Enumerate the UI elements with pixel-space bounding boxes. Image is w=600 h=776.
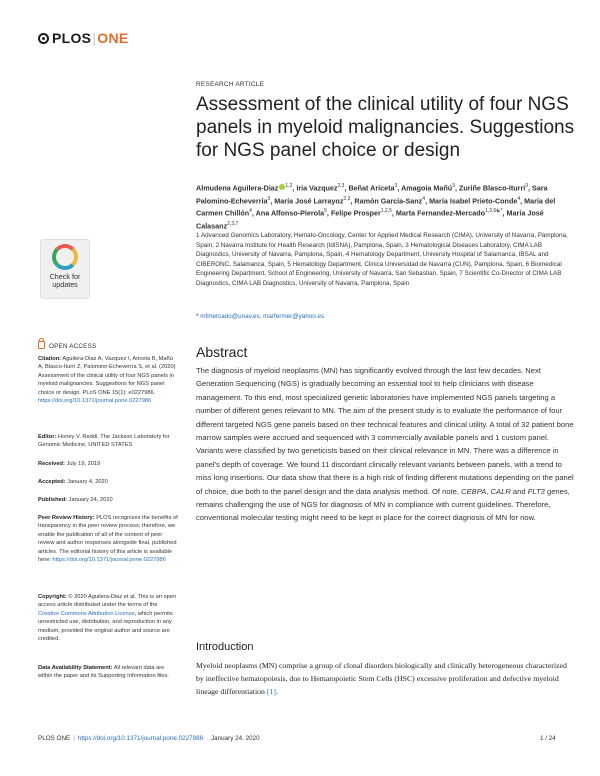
data-availability-label: Data Availability Statement:: [38, 665, 113, 671]
author-affiliation-marker: 4: [422, 195, 426, 202]
author-name: Ramón García-Sanz: [354, 195, 423, 205]
author-affiliation-marker: 1,3,6☯*: [484, 208, 503, 215]
open-access-label: [38, 341, 96, 350]
plos-one-logo: [38, 30, 129, 46]
copyright-text-1: © 2020 Aguilera-Diaz et al. This is an open access article distributed under the terms of the: [38, 594, 177, 609]
published-label: Published:: [38, 497, 68, 503]
peer-review-text: PLOS recognizes the benefits of transparency in the peer review process; therefore, we enable the publication of all of the content of peer review and author responses alongside final, published articles. The editorial history of this article is available here:: [38, 515, 178, 564]
gene-flt3: FLT3: [527, 486, 545, 496]
citation-block: [38, 355, 178, 405]
footer-separator: [206, 735, 208, 742]
correspondence: [196, 313, 576, 320]
gene-cebpa: CEBPA: [461, 486, 487, 496]
author-affiliation-marker: 4: [249, 208, 252, 215]
editor-label: Editor:: [38, 434, 57, 440]
introduction-paragraph: Myeloid neoplasms (MN) comprise a group of clonal disorders biologically and clinically heterogeneous characterized by ineffective hematopoiesis, due to Hematopoietic Stem Cells (HSC) excessive proliferation and defective myeloid lineage differentiation: [196, 661, 567, 696]
page-number: 1 / 24: [540, 735, 556, 742]
author-affiliation-marker: 1,2,5: [380, 208, 392, 215]
abstract-heading: Abstract: [196, 344, 248, 360]
abstract-text-part-2: genes, remains challenging the use of NGS for diagnosis of MN in compliance with current guidelines. Therefore, conventional molecular testing might need to be kept in place for the correct diagnosis of MN for now.: [196, 486, 570, 523]
author-name: Ana Alfonso-Pierola: [255, 208, 325, 218]
data-availability-block: [38, 664, 178, 681]
abstract-separator-2: and: [510, 486, 528, 496]
check-updates-label: [41, 273, 89, 289]
footer-journal: PLOS ONE: [38, 735, 71, 742]
logo-divider: |: [92, 30, 97, 46]
author-name: Sara Palomino-Echeverría: [196, 183, 548, 205]
citation-label: Citation:: [38, 356, 62, 362]
author-name: María José Larrayoz: [274, 195, 344, 205]
author-affiliation-marker: 1,2: [285, 183, 293, 189]
check-updates-line-2: updates: [52, 280, 78, 289]
check-updates-line-1: Check for: [49, 272, 81, 281]
license-link[interactable]: Creative Commons Attribution License: [38, 610, 135, 617]
check-for-updates-badge[interactable]: [40, 239, 90, 299]
author-affiliation-marker: 5: [324, 208, 327, 215]
logo-one-text: ONE: [97, 30, 129, 46]
author-name: Iria Vazquez: [296, 183, 338, 193]
received-block: [38, 460, 178, 468]
page-footer: [38, 735, 260, 742]
author-affiliation-marker: 3: [267, 195, 271, 202]
correspondence-marker: *: [196, 313, 201, 320]
footer-date: January 24, 2020: [210, 735, 260, 742]
author-name: Marta Fernandez-Mercado: [395, 208, 485, 218]
author-name: María del Carmen Chillón: [196, 195, 556, 218]
accepted-block: [38, 478, 178, 486]
published-date: January 24, 2020: [68, 497, 113, 503]
author-list: Almudena Aguilera-Diaz $^{1,2}$, Iria Vazquez$^{2,3}$, Beñat Ariceta$^3$, Amagoia Mañú$^3$, Zuriñe Blasco-Iturri$^3$, Sara Palomino-Echeverría$^3$, María José Larrayoz$^{2,3}$, Ramón García-Sanz$^4$, María Isabel Prieto-Conde$^4$, María del Carmen Chillón$^4$, Ana Alfonso-Pierola$^5$, Felipe Prosper$^{1,2,5}$, Marta Fernandez-Mercado$^{1,3,6☯*}$, María José Calasanz$^{2,3,7}$: [196, 183, 556, 231]
author-name: Beñat Ariceta: [348, 183, 395, 193]
check-updates-icon: [52, 244, 78, 270]
affiliations: 1 Advanced Genomics Laboratory, Hemato-Oncology, Center for Applied Medical Research (CIMA), University of Navarra, Pamplona, Spain, 2 Navarra Institute for Health Research (IdiSNA), Pamplona, Spain, 3 Hematological Diseases Laboratory, CIMA LAB Diagnostics, University of Navarra, Pamplona, Spain, 4 Hematology Department, University Hospital of Salamanca, IBSAL and CIBERONC, Salamanca, Spain, 5 Hematology Department, Clinica Universidad de Navarra (CUN), Pamplona, Spain, 6 Biomedical Engineering Department, School of Engineering, University of Navarra, San Sebastian, Spain, 7 Scientific Co-Director of CIMA LAB Diagnostics, CIMA LAB Diagnostics, University of Navarra, Pamplona, Spain: [196, 232, 568, 287]
data-availability-text: All relevant data are within the paper and its Supporting Information files.: [38, 665, 169, 680]
received-date: July 19, 2019: [66, 461, 101, 467]
author-name: Almudena Aguilera-Diaz: [196, 183, 279, 193]
author-affiliation-marker: 2,3: [343, 195, 351, 202]
author-affiliation-marker: 2,3,7: [227, 220, 239, 227]
author-name: Amagoia Mañú: [401, 183, 453, 193]
footer-separator: |: [73, 735, 75, 742]
author-affiliation-marker: 3: [525, 183, 529, 189]
article-type: RESEARCH ARTICLE: [196, 81, 265, 88]
author-name: Zuriñe Blasco-Iturri: [458, 183, 526, 193]
citation-doi-link[interactable]: https://doi.org/10.1371/journal.pone.0227986: [38, 398, 152, 405]
published-block: [38, 496, 178, 504]
author-name: María Isabel Prieto-Conde: [429, 195, 518, 205]
copyright-label: Copyright:: [38, 594, 67, 600]
introduction-text: [196, 659, 576, 698]
received-label: Received:: [38, 461, 65, 467]
accepted-date: January 4, 2020: [67, 479, 108, 485]
abstract-text: [196, 364, 576, 525]
copyright-block: [38, 593, 178, 643]
gene-calr: CALR: [490, 486, 511, 496]
author-name: María José Calasanz: [196, 208, 544, 231]
footer-doi-link[interactable]: https://doi.org/10.1371/journal.pone.0227986: [77, 735, 204, 742]
open-access-text: OPEN ACCESS: [49, 343, 97, 350]
editor-block: [38, 433, 178, 450]
author-name: Felipe Prosper: [330, 208, 381, 218]
author-affiliation-marker: 3: [394, 183, 398, 189]
abstract-text-part-1: The diagnosis of myeloid neoplasms (MN) has significantly evolved through the last few decades. Next Generation Sequencing (NGS) is gradually becoming an essential tool to help clinicians with disease management. To this end, most specialized genetic laboratories have implemented NGS panels targeting a number of different genes relevant to MN. The aim of the present study is to evaluate the performance of four different targeted NGS gene panels based on their technical features and clinical utility. A total of 32 patient bone marrow samples were accrued and sequenced with 3 commercially available panels and 1 custom panel. Variants were classified by two geneticists based on their clinical relevance in MN. There was a difference in panel's depth of coverage. We found 11 discordant clinically relevant variants between panels, with a trend to miss long insertions. Our data show that there is a high risk of finding different mutations depending on the panel of choice, due both to the panel design and the data analysis method. Of note,: [196, 366, 574, 496]
article-title: Assessment of the clinical utility of four NGS panels in myeloid malignancies. Suggestions for NGS panel choice or design: [196, 94, 575, 161]
correspondence-emails[interactable]: mfmercado@unav.es, marfermer@yahoo.es: [200, 313, 325, 320]
logo-plos-text: PLOS: [52, 30, 92, 46]
introduction-end: .: [275, 687, 278, 696]
author-affiliation-marker: 2,3: [337, 183, 345, 189]
author-affiliation-marker: 3: [452, 183, 455, 189]
open-lock-icon: [38, 341, 45, 349]
editor-text: Honey V. Reddi, The Jackson Laboratory for Genomic Medicine, UNITED STATES: [38, 434, 170, 449]
author-affiliation-marker: 4: [517, 195, 521, 202]
peer-review-link[interactable]: https://doi.org/10.1371/journal.pone.0227986: [52, 557, 166, 564]
plos-logo-icon: [38, 33, 49, 44]
citation-text: Aguilera-Diaz A, Vazquez I, Ariceta B, Mañú A, Blasco-Iturri Z, Palomino-Echeverría S, et al. (2020) Assessment of the clinical utility of four NGS panels in myeloid malignancies. Suggestions for NGS panel choice or design. PLoS ONE 15(1): e0227986.: [38, 356, 176, 396]
peer-review-label: Peer Review History:: [38, 515, 95, 521]
reference-link[interactable]: [1]: [266, 687, 276, 696]
peer-review-block: [38, 514, 178, 564]
abstract-separator-1: ,: [486, 486, 491, 496]
introduction-heading: Introduction: [196, 641, 254, 653]
copyright-text-2: , which permits unrestricted use, distribution, and reproduction in any medium, provided the original author and source are credited.: [38, 610, 173, 643]
accepted-label: Accepted:: [38, 479, 66, 485]
